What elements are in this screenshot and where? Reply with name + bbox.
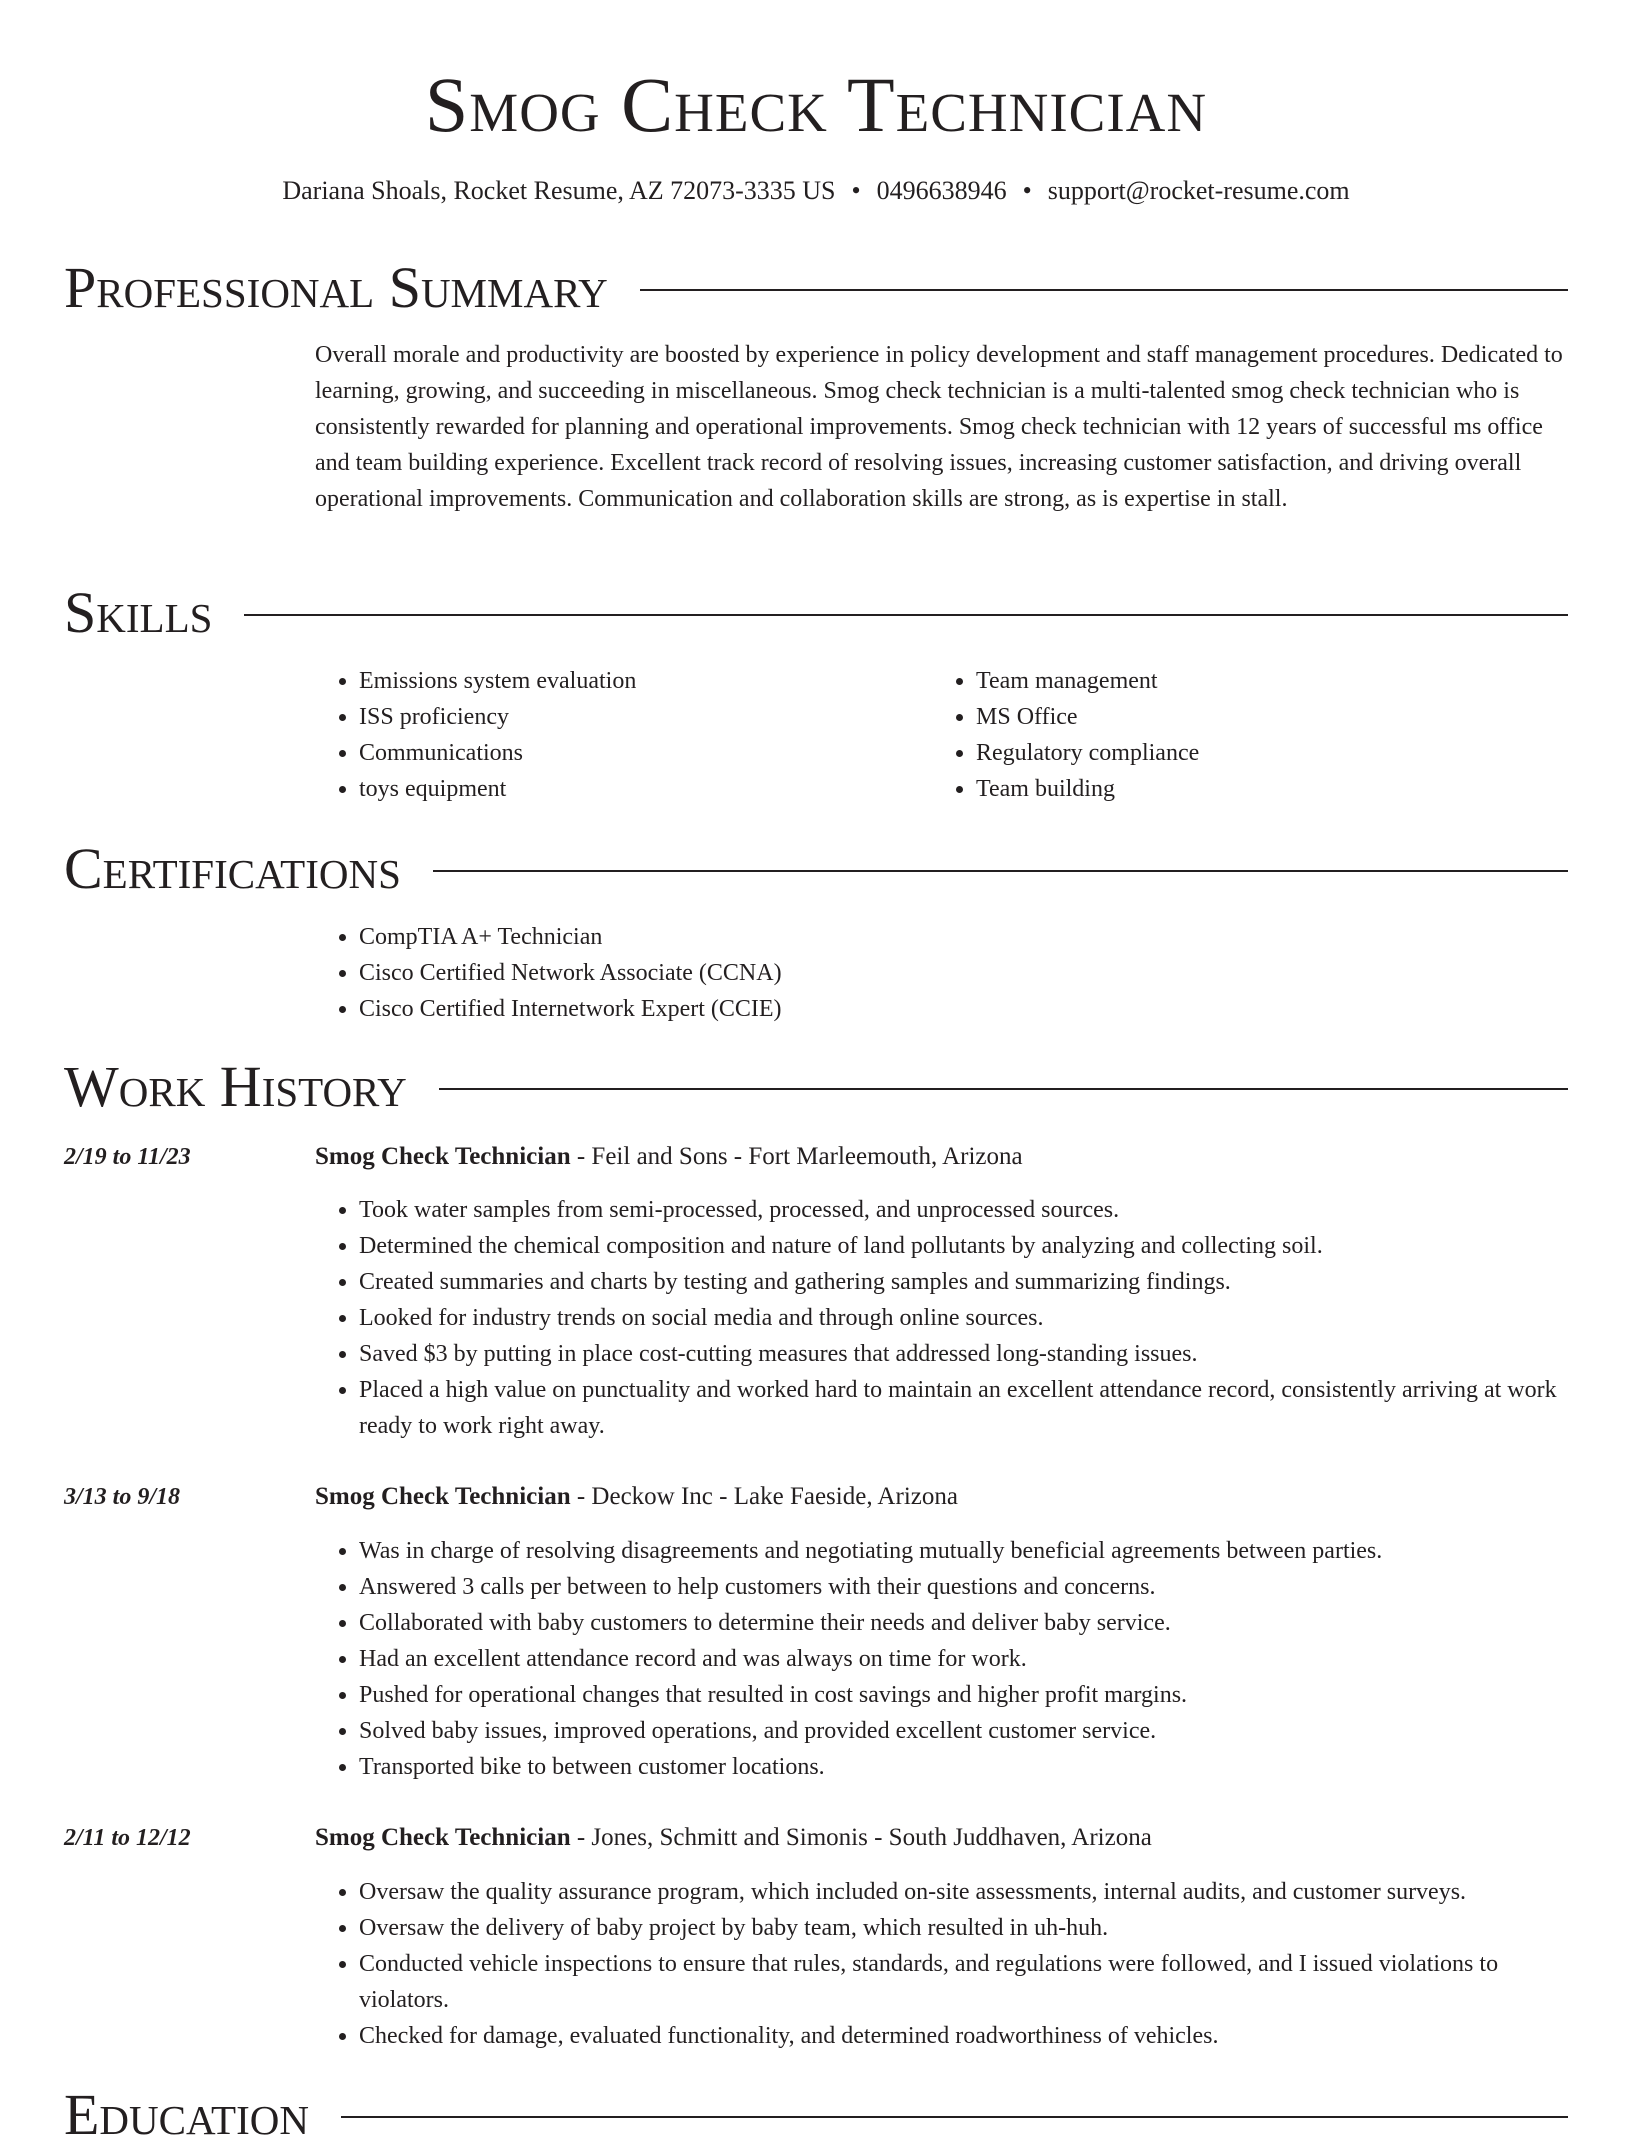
job-duty-item: • Answered 3 calls per between to help customers with their questions and concerns. — [359, 1569, 1568, 1605]
job-employer: - Deckow Inc - Lake Faeside, Arizona — [570, 1483, 958, 1510]
skill-item: • Emissions system evaluation — [359, 663, 915, 699]
job-duty-item: • Was in charge of resolving disagreements and negotiating mutually beneficial agreements between parties. — [359, 1533, 1568, 1569]
job-duty-item: • Determined the chemical composition and nature of land pollutants by analyzing and collecting soil. — [359, 1228, 1568, 1264]
certification-item: • Cisco Certified Network Associate (CCNA) — [359, 955, 1568, 991]
job-duty-item: • Saved $3 by putting in place cost-cutting measures that addressed long-standing issues. — [359, 1336, 1568, 1372]
job-duty-item: • Took water samples from semi-processed, processed, and unprocessed sources. — [359, 1192, 1568, 1228]
job-duty-item: • Had an excellent attendance record and was always on time for work. — [359, 1641, 1568, 1677]
job-duties-list — [315, 1192, 1568, 1444]
section-divider — [640, 289, 1568, 291]
skill-item: • Team management — [976, 663, 1532, 699]
skills-column-left — [315, 663, 915, 807]
skills-list — [315, 663, 915, 807]
section-title-summary: Professional Summary — [64, 255, 608, 320]
skills-column-right — [932, 663, 1532, 807]
contact-email: support@rocket-resume.com — [1047, 176, 1350, 205]
skill-item: • ISS proficiency — [359, 699, 915, 735]
skill-item: • Team building — [976, 771, 1532, 807]
job-heading — [315, 1479, 1568, 1515]
certifications-list — [315, 919, 1568, 1027]
job-duty-item: • Checked for damage, evaluated functionality, and determined roadworthiness of vehicles. — [359, 2018, 1568, 2054]
job-dates: 2/19 to 11/23 — [64, 1144, 191, 1170]
job-heading — [315, 1139, 1568, 1175]
job-duty-item: • Collaborated with baby customers to determine their needs and deliver baby service. — [359, 1605, 1568, 1641]
certifications-block — [315, 919, 1568, 1027]
job-duty-item: • Placed a high value on punctuality and worked hard to maintain an excellent attendance record, consistently arriving at work ready to work right away. — [359, 1372, 1568, 1444]
job-employer: - Feil and Sons - Fort Marleemouth, Arizona — [570, 1143, 1023, 1170]
contact-address: Dariana Shoals, Rocket Resume, AZ 72073-3335 US — [282, 176, 836, 205]
job-duty-item: • Looked for industry trends on social media and through online sources. — [359, 1300, 1568, 1336]
section-header-education — [64, 2080, 1568, 2150]
section-divider — [439, 1088, 1568, 1090]
contact-separator: • — [851, 176, 861, 205]
skills-list — [932, 663, 1532, 807]
job-duties — [315, 1874, 1568, 2054]
resume-title: Smog Check Technician — [424, 61, 1208, 148]
skill-item: • Regulatory compliance — [976, 735, 1532, 771]
job-duties — [315, 1533, 1568, 1785]
certification-item: • CompTIA A+ Technician — [359, 919, 1568, 955]
summary-text: Overall morale and productivity are boosted by experience in policy development and staff management procedures. Dedicated to learning, growing, and succeeding in miscellaneous. Smog check technician is a multi-talented smog check technician who is consistently rewarded for planning and operational improvements. Smog check technician with 12 years of successful ms office and team building experience. Excellent track record of resolving issues, increasing customer satisfaction, and driving overall operational improvements. Communication and collaboration skills are strong, as is expertise in stall. — [315, 342, 1563, 512]
certification-item: • Cisco Certified Internetwork Expert (CCIE) — [359, 991, 1568, 1027]
skill-item: • Communications — [359, 735, 915, 771]
contact-phone: 0496638946 — [876, 176, 1007, 205]
job-role: Smog Check Technician — [315, 1824, 571, 1851]
section-header-skills — [64, 578, 1568, 648]
job-duty-item: • Oversaw the delivery of baby project by baby team, which resulted in uh-huh. — [359, 1910, 1568, 1946]
job-dates: 2/11 to 12/12 — [64, 1825, 191, 1851]
contact-separator: • — [1022, 176, 1032, 205]
section-title-certifications: Certifications — [64, 836, 401, 901]
job-duties-list — [315, 1533, 1568, 1785]
job-duty-item: • Created summaries and charts by testing and gathering samples and summarizing findings. — [359, 1264, 1568, 1300]
skill-item: • MS Office — [976, 699, 1532, 735]
section-divider — [244, 614, 1568, 616]
job-role: Smog Check Technician — [315, 1483, 571, 1510]
job-duties-list — [315, 1874, 1568, 2054]
section-title-education: Education — [64, 2082, 309, 2147]
job-duty-item: • Conducted vehicle inspections to ensure that rules, standards, and regulations were followed, and I issued violations to violators. — [359, 1946, 1568, 2018]
job-duties — [315, 1192, 1568, 1444]
job-duty-item: • Solved baby issues, improved operations, and provided excellent customer service. — [359, 1713, 1568, 1749]
job-dates: 3/13 to 9/18 — [64, 1484, 181, 1510]
skill-item: • toys equipment — [359, 771, 915, 807]
section-header-summary — [64, 253, 1568, 323]
section-divider — [341, 2116, 1568, 2118]
section-title-work-history: Work History — [64, 1054, 407, 1119]
job-role: Smog Check Technician — [315, 1143, 571, 1170]
job-heading — [315, 1820, 1568, 1856]
section-header-work-history — [64, 1052, 1568, 1122]
section-title-skills: Skills — [64, 580, 213, 645]
job-employer: - Jones, Schmitt and Simonis - South Juddhaven, Arizona — [570, 1824, 1152, 1851]
contact-line — [64, 173, 1568, 209]
job-duty-item: • Oversaw the quality assurance program, which included on-site assessments, internal audits, and customer surveys. — [359, 1874, 1568, 1910]
section-divider — [433, 870, 1568, 872]
section-header-certifications — [64, 834, 1568, 904]
job-duty-item: • Transported bike to between customer locations. — [359, 1749, 1568, 1785]
job-duty-item: • Pushed for operational changes that resulted in cost savings and higher profit margins. — [359, 1677, 1568, 1713]
